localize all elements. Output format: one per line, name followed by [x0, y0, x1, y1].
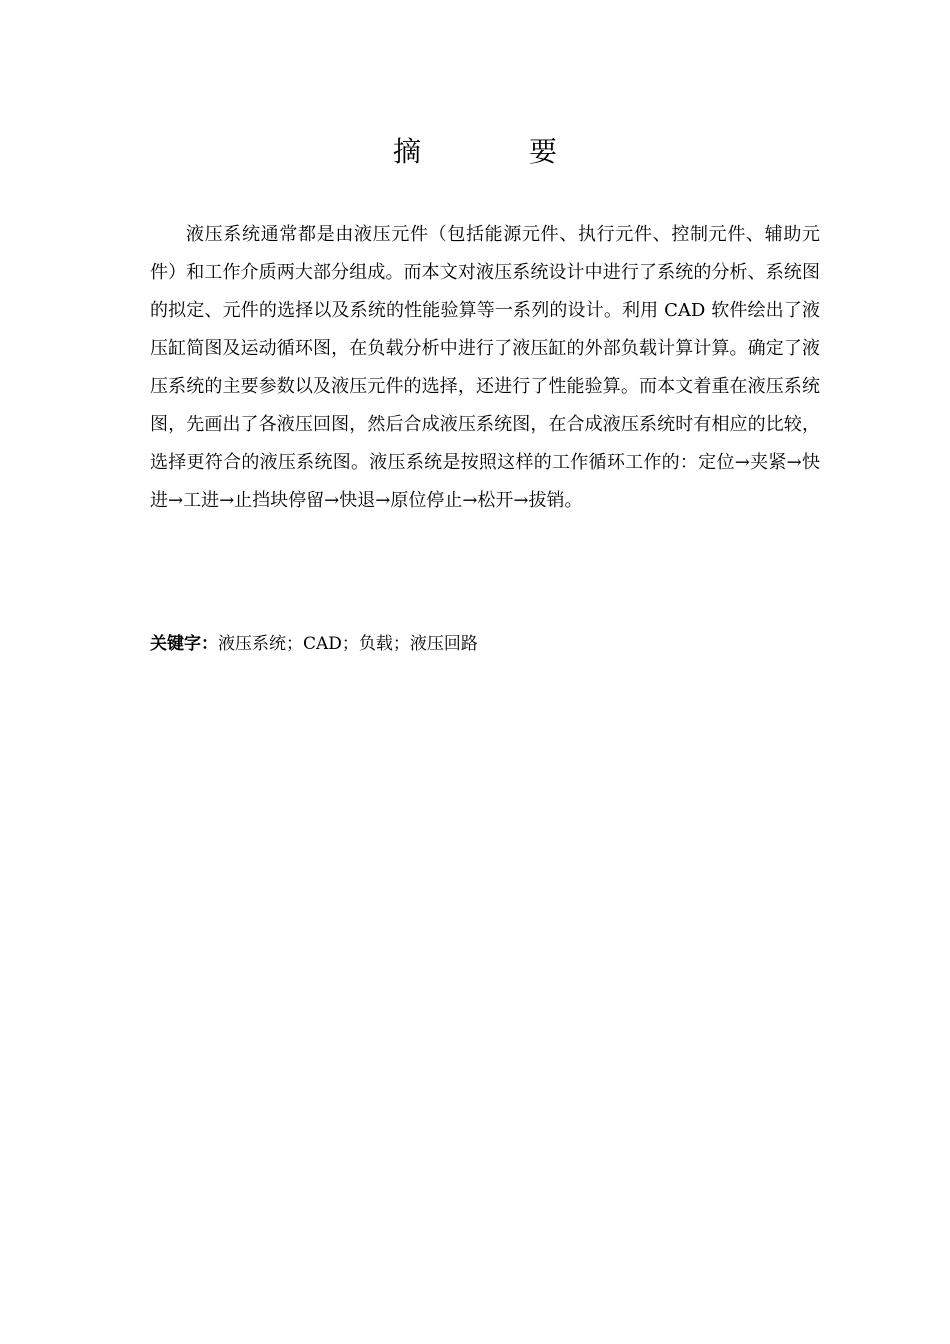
- abstract-title: 摘 要: [392, 135, 597, 168]
- keywords-label: 关键字：: [150, 634, 218, 654]
- abstract-paragraph: 液压系统通常都是由液压元件（包括能源元件、执行元件、控制元件、辅助元件）和工作介质两大部分组成。而本文对液压系统设计中进行了系统的分析、系统图的拟定、元件的选择以及系统的性能验算等一系列的设计。利用 CAD 软件绘出了液压缸简图及运动循环图，在负载分析中进行了液压缸的外部负载计算计算。确定了液压系统的主要参数以及液压元件的选择，还进行了性能验算。而本文着重在液压系统图，先画出了各液压回图，然后合成液压系统图，在合成液压系统时有相应的比较，选择更符合的液压系统图。液压系统是按照这样的工作循环工作的：定位→夹紧→快进→工进→止挡块停留→快退→原位停止→松开→拔销。: [150, 224, 820, 511]
- keywords-value: 液压系统；CAD；负载；液压回路: [218, 634, 478, 654]
- keywords-line: [150, 626, 820, 662]
